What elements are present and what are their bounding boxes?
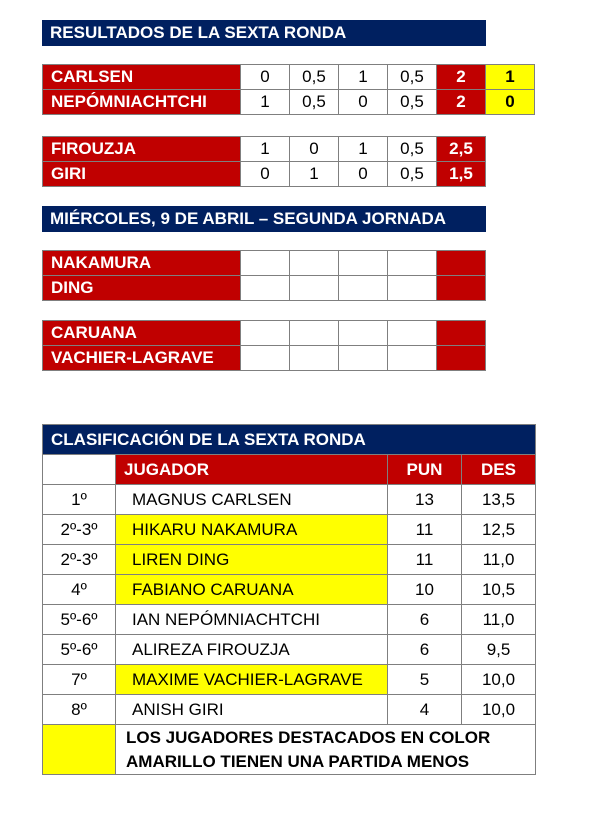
game-score: 0,5	[388, 137, 437, 162]
match-total	[437, 251, 486, 276]
points: 11	[388, 515, 462, 545]
position: 4º	[43, 575, 116, 605]
player-name: MAXIME VACHIER-LAGRAVE	[116, 665, 388, 695]
game-score	[290, 346, 339, 371]
match-total	[437, 321, 486, 346]
game-score: 1	[290, 162, 339, 187]
points: 5	[388, 665, 462, 695]
position: 2º-3º	[43, 545, 116, 575]
game-score	[241, 346, 290, 371]
player-name: VACHIER-LAGRAVE	[43, 346, 241, 371]
points: 10	[388, 575, 462, 605]
game-score	[290, 276, 339, 301]
match-nakamura-ding	[42, 250, 486, 301]
game-score: 0	[241, 65, 290, 90]
legend-note-line2: AMARILLO TIENEN UNA PARTIDA MENOS	[126, 751, 470, 771]
player-name: FABIANO CARUANA	[116, 575, 388, 605]
game-score: 0	[290, 137, 339, 162]
tiebreak: 9,5	[462, 635, 536, 665]
tiebreak: 10,0	[462, 665, 536, 695]
tiebreak-score: 0	[486, 90, 535, 115]
match-carlsen-nepomniachtchi	[42, 64, 535, 115]
match-total: 1,5	[437, 162, 486, 187]
tiebreak: 11,0	[462, 605, 536, 635]
game-score	[241, 276, 290, 301]
position: 7º	[43, 665, 116, 695]
table-row	[43, 575, 536, 605]
player-name: ANISH GIRI	[116, 695, 388, 725]
game-score: 1	[339, 65, 388, 90]
match-total	[437, 346, 486, 371]
standings-header-row	[43, 455, 536, 485]
legend-row	[43, 725, 536, 775]
game-score	[241, 321, 290, 346]
player-name: MAGNUS CARLSEN	[116, 485, 388, 515]
points: 13	[388, 485, 462, 515]
match-total	[437, 276, 486, 301]
points: 6	[388, 605, 462, 635]
game-score: 0,5	[388, 65, 437, 90]
table-row	[43, 65, 535, 90]
header-position	[43, 455, 116, 485]
standings-table	[42, 424, 536, 775]
points: 6	[388, 635, 462, 665]
player-name: ALIREZA FIROUZJA	[116, 635, 388, 665]
player-name: NAKAMURA	[43, 251, 241, 276]
match-total: 2	[437, 65, 486, 90]
tiebreak-score: 1	[486, 65, 535, 90]
position: 2º-3º	[43, 515, 116, 545]
tiebreak: 10,5	[462, 575, 536, 605]
table-row	[43, 137, 486, 162]
table-row	[43, 162, 486, 187]
game-score	[290, 251, 339, 276]
game-score: 0	[339, 90, 388, 115]
standings-title-row	[43, 425, 536, 455]
game-score: 1	[339, 137, 388, 162]
table-row	[43, 635, 536, 665]
tiebreak: 10,0	[462, 695, 536, 725]
player-name: NEPÓMNIACHTCHI	[43, 90, 241, 115]
game-score	[241, 251, 290, 276]
player-name: HIKARU NAKAMURA	[116, 515, 388, 545]
legend-note	[116, 725, 536, 775]
game-score: 0,5	[388, 162, 437, 187]
game-score: 0,5	[388, 90, 437, 115]
header-player: JUGADOR	[116, 455, 388, 485]
table-row	[43, 545, 536, 575]
player-name: DING	[43, 276, 241, 301]
game-score: 0,5	[290, 65, 339, 90]
player-name: FIROUZJA	[43, 137, 241, 162]
tiebreak: 11,0	[462, 545, 536, 575]
standings-title: CLASIFICACIÓN DE LA SEXTA RONDA	[43, 425, 536, 455]
game-score	[388, 321, 437, 346]
table-row	[43, 515, 536, 545]
position: 8º	[43, 695, 116, 725]
table-row	[43, 276, 486, 301]
game-score: 1	[241, 90, 290, 115]
game-score	[388, 346, 437, 371]
section-title-second-day: MIÉRCOLES, 9 DE ABRIL – SEGUNDA JORNADA	[42, 206, 486, 232]
game-score: 1	[241, 137, 290, 162]
table-row	[43, 695, 536, 725]
player-name: LIREN DING	[116, 545, 388, 575]
game-score: 0,5	[290, 90, 339, 115]
game-score: 0	[241, 162, 290, 187]
player-name: CARLSEN	[43, 65, 241, 90]
position: 1º	[43, 485, 116, 515]
game-score	[388, 276, 437, 301]
game-score	[339, 251, 388, 276]
position: 5º-6º	[43, 605, 116, 635]
match-total: 2,5	[437, 137, 486, 162]
points: 11	[388, 545, 462, 575]
position: 5º-6º	[43, 635, 116, 665]
match-firouzja-giri	[42, 136, 486, 187]
header-tiebreak: DES	[462, 455, 536, 485]
game-score: 0	[339, 162, 388, 187]
legend-note-line1: LOS JUGADORES DESTACADOS EN COLOR	[126, 727, 491, 747]
legend-swatch	[43, 725, 116, 775]
header-points: PUN	[388, 455, 462, 485]
table-row	[43, 485, 536, 515]
table-row	[43, 605, 536, 635]
table-row	[43, 251, 486, 276]
player-name: CARUANA	[43, 321, 241, 346]
game-score	[388, 251, 437, 276]
game-score	[339, 321, 388, 346]
player-name: GIRI	[43, 162, 241, 187]
game-score	[339, 346, 388, 371]
game-score	[339, 276, 388, 301]
section-title-results: RESULTADOS DE LA SEXTA RONDA	[42, 20, 486, 46]
game-score	[290, 321, 339, 346]
table-row	[43, 665, 536, 695]
table-row	[43, 321, 486, 346]
tiebreak: 12,5	[462, 515, 536, 545]
points: 4	[388, 695, 462, 725]
table-row	[43, 90, 535, 115]
table-row	[43, 346, 486, 371]
player-name: IAN NEPÓMNIACHTCHI	[116, 605, 388, 635]
match-caruana-vachier-lagrave	[42, 320, 486, 371]
match-total: 2	[437, 90, 486, 115]
tiebreak: 13,5	[462, 485, 536, 515]
